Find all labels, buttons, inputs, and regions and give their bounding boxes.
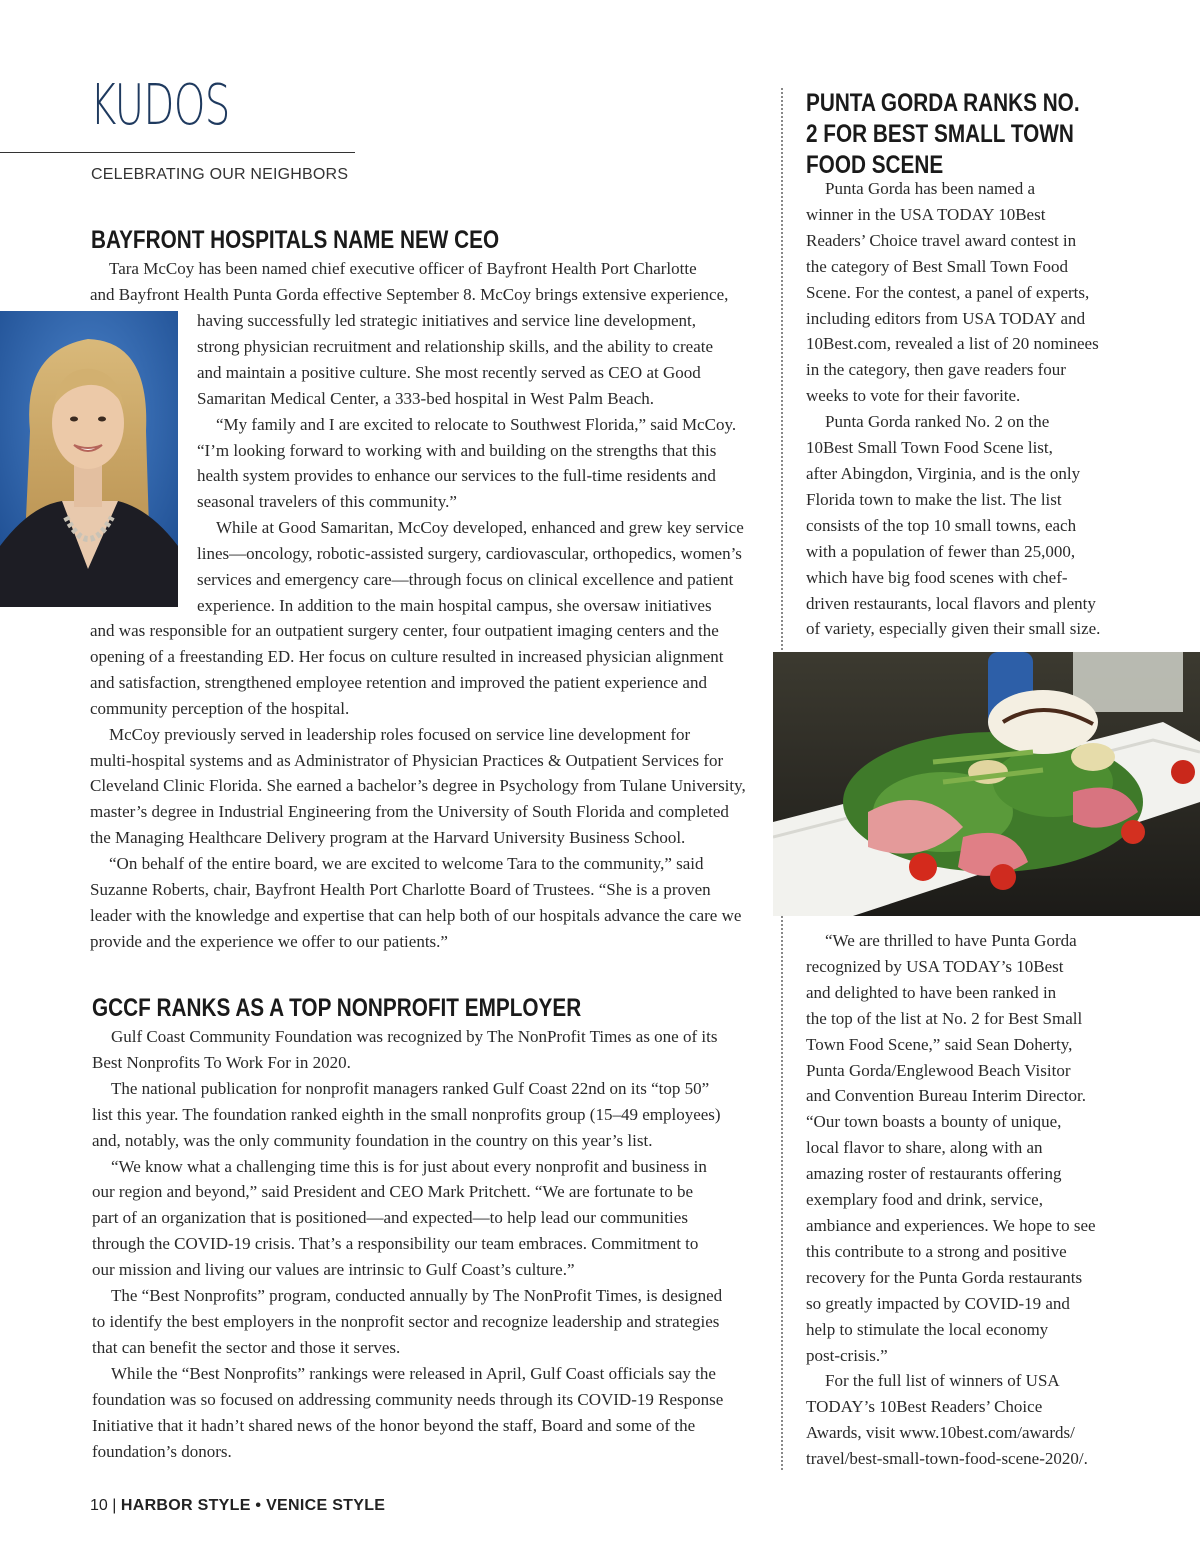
text-line: Awards, visit www.10best.com/awards/ (806, 1423, 1075, 1443)
text-line: “We are thrilled to have Punta Gorda (825, 931, 1077, 950)
text-line: While at Good Samaritan, McCoy developed, enhanced and grew key service (216, 518, 744, 538)
text-line: The national publication for nonprofit managers ranked Gulf Coast 22nd on its “top 50” (111, 1078, 710, 1098)
text-line: Samaritan Medical Center, a 333-bed hospital in West Palm Beach. (197, 388, 654, 408)
section-title: KUDOS (90, 73, 230, 138)
ceo-portrait-photo (0, 311, 178, 607)
text-line: lines—oncology, robotic-assisted surgery, cardiovascular, orthopedics, women’s (197, 544, 742, 564)
text-line: Punta Gorda has been named a (825, 179, 1036, 198)
text-line: and Convention Bureau Interim Director. (806, 1086, 1086, 1106)
article-body-continued (806, 928, 1116, 1472)
text-line: Florida town to make the list. The list (806, 489, 1062, 509)
text-line: Cleveland Clinic Florida. She earned a bachelor’s degree in Psychology from Tulane University, (90, 776, 746, 796)
text-line: Suzanne Roberts, chair, Bayfront Health Port Charlotte Board of Trustees. “She is a proven (90, 880, 711, 900)
text-line: Scene. For the contest, a panel of experts, (806, 282, 1090, 302)
text-line: through the COVID-19 crisis. That’s a responsibility our team embraces. Commitment to (92, 1234, 699, 1254)
text-line: seasonal travelers of this community.” (197, 492, 457, 512)
text-line: “My family and I are excited to relocate to Southwest Florida,” said McCoy. (216, 414, 737, 434)
text-line: foundation’s donors. (92, 1441, 232, 1461)
text-line: 10Best.com, revealed a list of 20 nominees (806, 334, 1099, 354)
article-body-continued (90, 618, 760, 955)
text-line: Tara McCoy has been named chief executive officer of Bayfront Health Port Charlotte (109, 259, 697, 278)
text-line: post-crisis.” (806, 1345, 888, 1365)
text-line: with a population of fewer than 25,000, (806, 541, 1076, 561)
text-line: master’s degree in Industrial Engineering from the University of South Florida and completed (90, 802, 729, 822)
text-line: and maintain a positive culture. She most recently served as CEO at Good (197, 362, 701, 382)
text-line: Punta Gorda/Englewood Beach Visitor (806, 1060, 1071, 1080)
text-line: health system provides to enhance our services to the full-time residents and (197, 466, 716, 486)
text-line: community perception of the hospital. (90, 698, 350, 718)
page-number: 10 (90, 1497, 108, 1514)
article-body (92, 1024, 762, 1464)
text-line: exemplary food and drink, service, (806, 1190, 1043, 1210)
text-line: Punta Gorda ranked No. 2 on the (825, 412, 1050, 432)
text-line: provide and the experience we offer to our patients.” (90, 931, 448, 951)
text-line: Town Food Scene,” said Sean Doherty, (806, 1034, 1073, 1054)
text-line: Initiative that it hadn’t shared news of the honor beyond the staff, Board and some of the (92, 1415, 696, 1435)
text-line: “We know what a challenging time this is for just about every nonprofit and business in (111, 1156, 707, 1176)
footer-separator: | (112, 1497, 117, 1514)
text-line: winner in the USA TODAY 10Best (806, 204, 1046, 224)
section-subtitle: CELEBRATING OUR NEIGHBORS (91, 166, 349, 183)
text-line: the Managing Healthcare Delivery program at the Harvard University Business School. (90, 828, 686, 848)
text-line: help to stimulate the local economy (806, 1319, 1049, 1339)
title-divider (0, 152, 355, 153)
text-line: having successfully led strategic initiatives and service line development, (197, 311, 696, 330)
text-line: our mission and living our values are intrinsic to Gulf Coast’s culture.” (92, 1260, 575, 1280)
text-line: our region and beyond,” said President and CEO Mark Pritchett. “We are fortunate to be (92, 1182, 694, 1202)
publication-name: HARBOR STYLE • VENICE STYLE (120, 1497, 386, 1514)
text-line: recognized by USA TODAY’s 10Best (806, 956, 1064, 976)
text-line: recovery for the Punta Gorda restaurants (806, 1267, 1083, 1287)
text-line: Gulf Coast Community Foundation was recognized by The NonProfit Times as one of its (111, 1027, 718, 1046)
text-line: TODAY’s 10Best Readers’ Choice (806, 1397, 1043, 1417)
text-line: after Abingdon, Virginia, and is the only (806, 463, 1081, 483)
text-line: part of an organization that is positioned—and expected—to help lead our communities (92, 1208, 688, 1228)
text-line: driven restaurants, local flavors and plenty (806, 593, 1096, 613)
page-footer (90, 1497, 385, 1515)
headline-line: FOOD SCENE (806, 151, 944, 179)
text-line: travel/best-small-town-food-scene-2020/. (806, 1449, 1088, 1469)
text-line: ambiance and experiences. We hope to see (806, 1215, 1096, 1235)
text-line: and satisfaction, strengthened employee retention and improved the patient experience and (90, 672, 707, 692)
text-line: and, notably, was the only community foundation in the country on this year’s list. (92, 1130, 653, 1150)
text-line: and Bayfront Health Punta Gorda effective September 8. McCoy brings extensive experience, (90, 284, 729, 304)
text-line: local flavor to share, along with an (806, 1138, 1043, 1158)
headline-line: 2 FOR BEST SMALL TOWN (806, 120, 1074, 148)
text-line: Best Nonprofits To Work For in 2020. (92, 1052, 351, 1072)
text-line: The “Best Nonprofits” program, conducted annually by The NonProfit Times, is designed (111, 1286, 723, 1306)
text-line: amazing roster of restaurants offering (806, 1164, 1062, 1184)
text-line: foundation was so focused on addressing community needs through its COVID-19 Response (92, 1389, 724, 1409)
text-line: this contribute to a strong and positive (806, 1241, 1067, 1261)
text-line: McCoy previously served in leadership roles focused on service line development for (109, 724, 691, 744)
text-line: 10Best Small Town Food Scene list, (806, 438, 1053, 458)
text-line: including editors from USA TODAY and (806, 308, 1086, 328)
text-line: list this year. The foundation ranked eighth in the small nonprofits group (15–49 employees) (92, 1104, 721, 1124)
article-body-wrap (197, 308, 757, 619)
text-line: “On behalf of the entire board, we are excited to welcome Tara to the community,” said (109, 854, 704, 874)
text-line: and delighted to have been ranked in (806, 982, 1057, 1002)
text-line: While the “Best Nonprofits” rankings were released in April, Gulf Coast officials say the (111, 1363, 716, 1383)
text-line: which have big food scenes with chef- (806, 567, 1068, 587)
text-line: the top of the list at No. 2 for Best Small (806, 1008, 1083, 1028)
text-line: “Our town boasts a bounty of unique, (806, 1112, 1062, 1132)
text-line: and was responsible for an outpatient surgery center, four outpatient imaging centers and the (90, 621, 719, 640)
article-body (806, 176, 1116, 642)
text-line: weeks to vote for their favorite. (806, 386, 1021, 406)
text-line: the category of Best Small Town Food (806, 256, 1068, 276)
text-line: Readers’ Choice travel award contest in (806, 230, 1077, 250)
headline-line: PUNTA GORDA RANKS NO. (806, 89, 1080, 117)
text-line: of variety, especially given their small size. (806, 619, 1101, 639)
text-line: to identify the best employers in the nonprofit sector and recognize leadership and strategies (92, 1311, 720, 1331)
article-headline: BAYFRONT HOSPITALS NAME NEW CEO (91, 226, 500, 254)
article-body-intro (90, 256, 760, 308)
text-line: consists of the top 10 small towns, each (806, 515, 1077, 535)
text-line: in the category, then gave readers four (806, 360, 1066, 380)
text-line: strong physician recruitment and relationship skills, and the ability to create (197, 336, 714, 356)
food-salad-photo (773, 652, 1200, 916)
article-headline (806, 88, 1080, 181)
article-headline: GCCF RANKS AS A TOP NONPROFIT EMPLOYER (92, 994, 582, 1022)
text-line: experience. In addition to the main hospital campus, she oversaw initiatives (197, 595, 712, 615)
text-line: multi-hospital systems and as Administrator of Physician Practices & Outpatient Services for (90, 750, 724, 770)
text-line: For the full list of winners of USA (825, 1371, 1060, 1391)
text-line: services and emergency care—through focus on clinical excellence and patient (197, 570, 734, 590)
text-line: “I’m looking forward to working with and building on the strengths that this (197, 440, 717, 460)
text-line: so greatly impacted by COVID-19 and (806, 1293, 1070, 1313)
text-line: opening of a freestanding ED. Her focus on culture resulted in increased physician alignment (90, 646, 724, 666)
text-line: leader with the knowledge and expertise that can help both of our hospitals advance the care we (90, 905, 742, 925)
text-line: that can benefit the sector and those it serves. (92, 1337, 401, 1357)
